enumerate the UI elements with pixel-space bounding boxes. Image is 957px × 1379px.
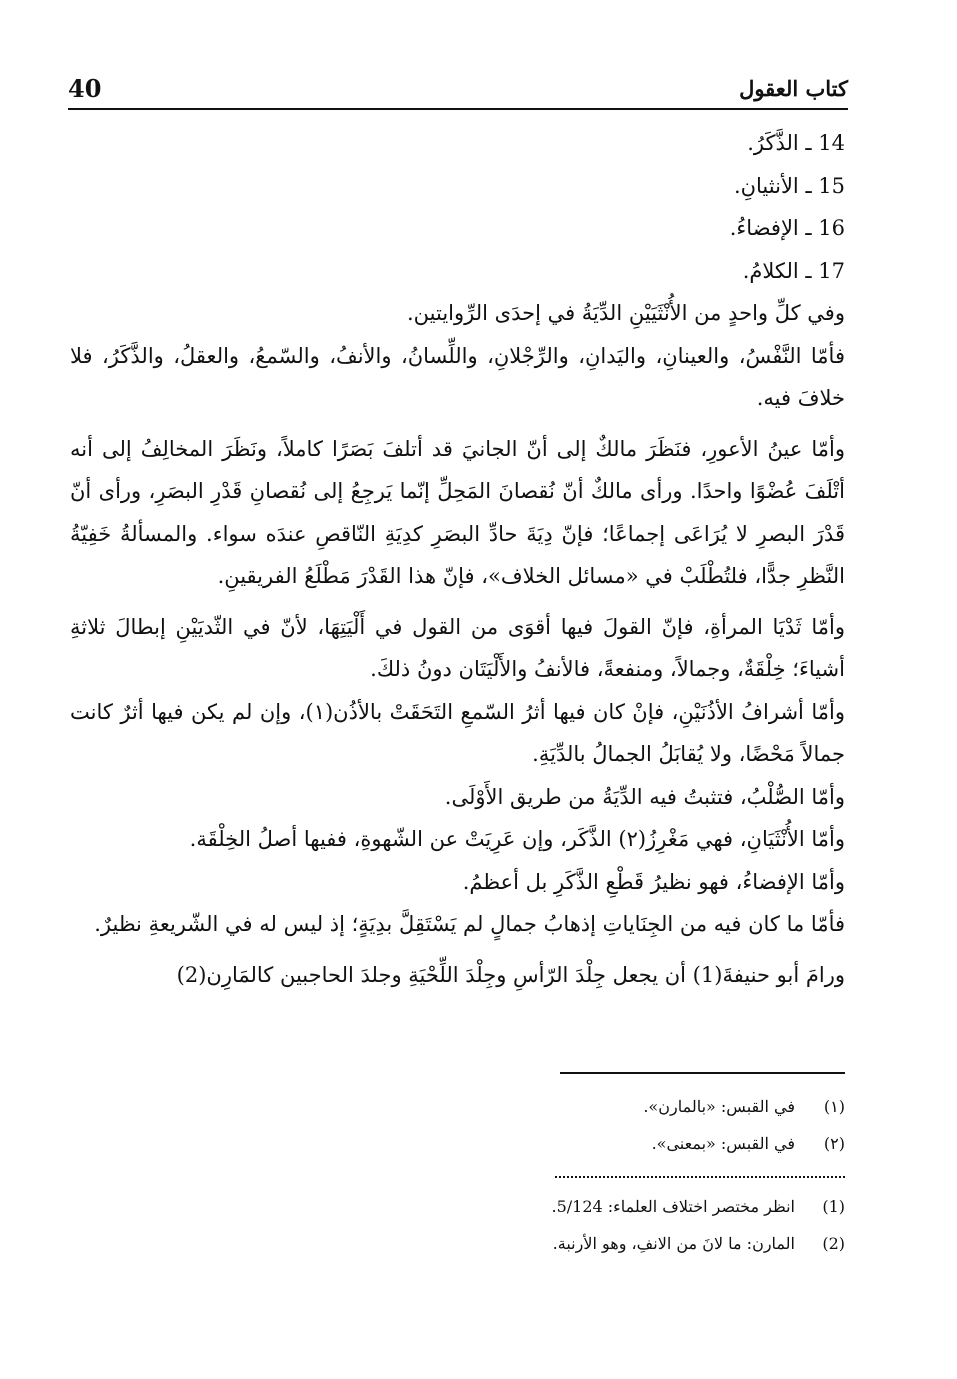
- footnote: [70, 1125, 845, 1162]
- paragraph: وأمّا الإفضاءُ، فهو نظيرُ قَطْعِ الذَّكَرِ بل أعظمُ.: [462, 869, 845, 894]
- paragraph: فأمّا النَّفْسُ، والعينانِ، واليَدانِ، والرِّجْلانِ، واللِّسانُ، والأنفُ، والسّمعُ، والعقلُ، والذَّكَرُ، فلا خلافَ فيه.: [70, 343, 845, 410]
- footnote: [70, 1088, 845, 1125]
- footnote: [70, 1188, 845, 1225]
- list-item: 16 ـ الإفضاءُ.: [729, 216, 845, 240]
- paragraph: وأمّا أشرافُ الأذُنَيْنِ، فإنْ كان فيها أثرُ السّمعِ التَحَقَتْ بالأذُن(١)، وإن لم يكن فيها أثرٌ كانت جمالاً مَحْضًا، ولا يُقابَلُ الجمالُ بالدِّيَةِ.: [70, 699, 845, 766]
- main-text: [70, 122, 845, 996]
- footnote-dotted-rule: [555, 1176, 845, 1178]
- paragraph: وأمّا الأُنْثَيَانِ، فهي مَغْرِزُ(٢) الذَّكَر، وإن عَرِيَتْ عن الشّهوةِ، ففيها أصلُ الخِلْقَة.: [189, 827, 845, 851]
- footnote-text: في القبس: «بمعنى».: [651, 1134, 795, 1153]
- list-item: 17 ـ الكلامُ.: [742, 258, 845, 283]
- paragraph: فأمّا ما كان فيه من الجِنَاياتِ إذهابُ جمالٍ لم يَسْتَقِلَّ بدِيَةٍ؛ إذ ليس له في الشّريعةِ نظيرٌ.: [94, 912, 845, 936]
- footnote-rule: [560, 1072, 845, 1074]
- footnote-text: المارن: ما لانَ من الانفِ، وهو الأرنبة.: [552, 1234, 795, 1253]
- footnote-number: (١): [823, 1097, 845, 1116]
- list-item: 15 ـ الأنثيانِ.: [733, 173, 845, 198]
- footnote-text: في القبس: «بالمارن».: [643, 1097, 795, 1116]
- paragraph: وأمّا عينُ الأعورِ، فنَظَرَ مالكٌ إلى أنّ الجانيَ قد أتلفَ بَصَرًا كاملاً، ونَظَرَ المخالِفُ إلى أنه أتْلَفَ عُضْوًا واحدًا. ورأى مالكٌ أنّ نُقصانَ المَحِلِّ إنّما يَرجِعُ إلى نُقصانِ قَدْرِ البصَرِ، ورأى أنّ قَدْرَ البصرِ لا يُرَاعَى إجماعًا؛ فإنّ دِيَةَ حادِّ البصَرِ كدِيَةِ النّاقصِ عندَه سواء. والمسألةُ خَفِيّةُ النَّظرِ جدًّا، فلتُطْلَبْ في «مسائل الخلاف»، فإنّ هذا القَدْرَ مَطْلَعُ الفريقينِ.: [70, 436, 845, 588]
- header-rule: [68, 108, 848, 110]
- list-item: وفي كلِّ واحدٍ من الأُنْثَيَيْنِ الدِّيَةُ في إحدَى الرِّوايتين.: [406, 301, 845, 325]
- list-item: 14 ـ الذَّكَرُ.: [747, 131, 845, 155]
- page-number: 40: [68, 73, 102, 103]
- paragraph: وأمّا ثَدْيَا المرأةِ، فإنّ القولَ فيها أقوَى من القول في أَلْيَتِهَا، لأنّ في الثّديَيْنِ إبطالَ ثلاثةِ أشياءَ؛ خِلْقَةٌ، وجمالاً، ومنفعةً، فالأنفُ والأَلْيَتَان دونُ ذلكَ.: [70, 614, 845, 681]
- footnotes: [70, 1072, 845, 1262]
- footnote-number: (1): [822, 1197, 845, 1216]
- paragraph: وأمّا الصُّلْبُ، فتثبتُ فيه الدِّيَةُ من طريق الأَوْلَى.: [444, 784, 845, 809]
- footnote-text: انظر مختصر اختلاف العلماء: 5/124.: [551, 1197, 795, 1216]
- page-header: [68, 68, 848, 108]
- footnote: [70, 1225, 845, 1262]
- paragraph: ورامَ أبو حنيفةَ(1) أن يجعل جِلْدَ الرّأسِ وجِلْدَ اللِّحْيَةِ وجلدَ الحاجبين كالمَارِن(2): [176, 962, 845, 987]
- running-title: كتاب العقول: [739, 75, 848, 101]
- footnote-number: (2): [822, 1234, 845, 1253]
- footnote-number: (٢): [823, 1134, 845, 1153]
